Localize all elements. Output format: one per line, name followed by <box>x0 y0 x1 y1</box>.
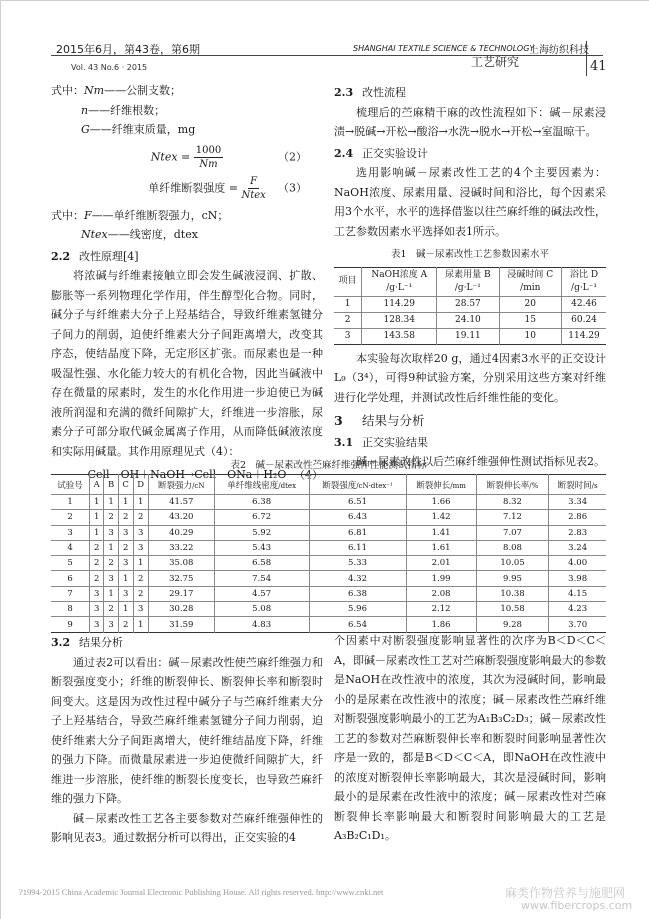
equation-3 <box>51 175 323 202</box>
table-cell: 1.86 <box>406 617 476 632</box>
table-cell: 31.59 <box>148 617 214 632</box>
table-cell: 6.72 <box>214 510 309 525</box>
symbol: F <box>84 208 92 222</box>
table-cell: 8.08 <box>476 540 549 555</box>
table-cell: 1 <box>90 510 104 525</box>
header-unit: /cN <box>192 481 205 490</box>
table-cell: 41.57 <box>148 495 214 510</box>
table-cell: 1 <box>51 495 90 510</box>
table-cell: 4.00 <box>549 556 606 571</box>
header-label: 尿素用量 B <box>445 269 491 280</box>
table-cell: 3.24 <box>549 540 606 555</box>
definition-n <box>51 101 323 121</box>
table-cell: 4 <box>51 540 90 555</box>
table-1-body <box>334 296 606 344</box>
header-unit: /s <box>591 481 598 490</box>
section-title: 改性流程 <box>362 86 406 99</box>
symbol: G <box>81 123 90 136</box>
table-cell: 2.08 <box>406 586 476 601</box>
section-title: 改性原理[4] <box>79 249 139 263</box>
table-cell: 1 <box>90 495 104 510</box>
table-cell: 33.22 <box>148 540 214 555</box>
section-title: 正交实验结果 <box>362 435 428 449</box>
table-cell: 3 <box>133 602 148 617</box>
table-cell: 4.32 <box>309 571 406 586</box>
table-cell: 3 <box>133 540 148 555</box>
numerator: F <box>250 175 258 187</box>
table-cell: 2 <box>118 510 133 525</box>
table-cell: 2.12 <box>406 602 476 617</box>
left-column <box>51 81 323 489</box>
table-row <box>51 602 606 617</box>
left-column-bottom <box>51 631 323 848</box>
table-cell: 9.28 <box>476 617 549 632</box>
table-cell: 143.58 <box>362 328 437 344</box>
table-row <box>51 525 606 540</box>
table-header-cell <box>51 475 90 495</box>
table-cell: 2.86 <box>549 510 606 525</box>
issue-info-en: Vol. 43 No.6 · 2015 <box>71 63 148 72</box>
symbol: Nm <box>84 84 105 97</box>
table-header-cell <box>562 267 606 296</box>
table-cell: 40.29 <box>148 525 214 540</box>
definition-lead: 式中： <box>51 208 84 222</box>
table-cell: 5.43 <box>214 540 309 555</box>
definition-f <box>51 206 323 226</box>
header-label: 断裂时间 <box>557 480 592 491</box>
header-unit: /g·L⁻¹ <box>454 282 481 293</box>
table-cell: 10 <box>499 328 562 344</box>
table-cell: 2 <box>118 617 133 632</box>
table-header-cell <box>499 267 562 296</box>
table-cell: 29.17 <box>148 586 214 601</box>
table-cell: 3 <box>90 617 104 632</box>
right-column <box>334 81 606 472</box>
table-cell: 6.11 <box>309 540 406 555</box>
table-cell: 4.83 <box>214 617 309 632</box>
definition-g <box>51 120 323 140</box>
table-cell: 6.38 <box>309 586 406 601</box>
table-cell: 6.51 <box>309 495 406 510</box>
table-cell: 32.75 <box>148 571 214 586</box>
header-label: 项目 <box>338 276 357 286</box>
header-label: A <box>93 479 100 490</box>
section-number: 3 <box>334 413 343 428</box>
section-title: 结果与分析 <box>362 413 425 428</box>
header-label: 断裂强力 <box>158 480 193 491</box>
header-label: 断裂伸长率 <box>486 480 530 491</box>
table-cell: 1 <box>118 571 133 586</box>
table-row <box>334 312 606 328</box>
section-number: 3.2 <box>51 636 71 649</box>
table-cell: 20 <box>499 296 562 312</box>
table-cell: 1.66 <box>406 495 476 510</box>
paragraph-process: 梳理后的苎麻精干麻的改性流程如下：碱－尿素浸渍→脱碱→开松→酸浴→水洗→脱水→开松→室温晾干。 <box>334 105 606 138</box>
table-row <box>51 495 606 510</box>
paragraph-results: 碱－尿素改性以后苎麻纤维强伸性测试指标见表2。 <box>356 455 605 468</box>
table-cell: 3 <box>90 602 104 617</box>
table-cell: 35.08 <box>148 556 214 571</box>
table-cell: 15 <box>499 312 562 328</box>
table-row <box>334 328 606 344</box>
table-cell: 24.10 <box>437 312 499 328</box>
header-divider <box>586 41 587 76</box>
table-cell: 60.24 <box>562 312 606 328</box>
page-number: 41 <box>590 59 607 74</box>
table-cell: 2.83 <box>549 525 606 540</box>
equation-2 <box>51 144 323 171</box>
table-cell: 6 <box>51 571 90 586</box>
table-header-cell <box>118 475 133 495</box>
definition-lead: 式中： <box>51 84 84 97</box>
section-heading-3 <box>334 411 606 431</box>
table-cell: 6.38 <box>214 495 309 510</box>
journal-title-en: SHANGHAI TEXTILE SCIENCE & TECHNOLOGY <box>353 44 535 53</box>
table-cell: 7 <box>51 586 90 601</box>
table-cell: 5.08 <box>214 602 309 617</box>
table-cell: 2 <box>118 540 133 555</box>
copyright-footer: ?1994-2015 China Academic Journal Electronic Publishing House. All rights reserved. http://www.cnki.net <box>19 887 384 897</box>
equation-number: （2） <box>278 150 307 164</box>
table-cell: 1.41 <box>406 525 476 540</box>
table-cell: 2 <box>104 602 118 617</box>
table-cell: 1.99 <box>406 571 476 586</box>
table-2-caption: 表2 碱－尿素改性苎麻纤维强伸性能测试指标 <box>230 460 427 471</box>
header-label: B <box>107 479 115 490</box>
table-cell: 114.29 <box>362 296 437 312</box>
table-cell: 3 <box>51 525 90 540</box>
table-cell: 3 <box>90 586 104 601</box>
table-cell: 9.95 <box>476 571 549 586</box>
paragraph-analysis-2: 碱－尿素改性工艺各主要参数对苎麻纤维强伸性的影响见表3。通过数据分析可以得出，正交实验的4 <box>51 811 323 844</box>
table-2 <box>51 474 606 633</box>
watermark-cn: 麻类作物营养与施肥网 <box>505 886 626 900</box>
header-label: 断裂伸长 <box>416 480 451 491</box>
section-heading-2-4 <box>334 144 606 164</box>
table-cell: 1 <box>133 495 148 510</box>
table-header-cell <box>549 475 606 495</box>
table-cell: 3 <box>104 617 118 632</box>
right-column-bottom <box>334 631 606 846</box>
table-row <box>51 540 606 555</box>
table-header-row <box>51 475 606 495</box>
definition-text: ——单纤维断裂强力，cN； <box>91 208 229 222</box>
table-header-cell <box>437 267 499 296</box>
section-number: 2.2 <box>51 249 71 263</box>
table-cell: 9 <box>51 617 90 632</box>
fraction <box>194 144 223 171</box>
table-cell: 4.57 <box>214 586 309 601</box>
section-heading-3-1 <box>334 433 606 453</box>
paragraph-orthogonal-design: 选用影响碱－尿素改性工艺的4个主要因素为：NaOH浓度、尿素用量、浸碱时间和浴比，每个因素采用3个水平，水平的选择借鉴以往苎麻纤维的碱法改性，工艺参数因素水平选择如表1所示。 <box>334 166 606 238</box>
definition-text: ——纤维根数； <box>88 103 166 117</box>
watermark-url: www.fibercrops.com <box>521 899 633 912</box>
table-row <box>51 586 606 601</box>
table-cell: 2 <box>104 556 118 571</box>
section-number: 2.3 <box>334 86 354 99</box>
table-cell: 5.92 <box>214 525 309 540</box>
section-heading-2-2 <box>51 247 323 267</box>
definition-text: ——纤维束质量，mg <box>89 123 196 136</box>
header-unit: /% <box>529 481 539 490</box>
table-cell: 2 <box>51 510 90 525</box>
header-label: 单纤维线密度 <box>227 480 279 491</box>
table-cell: 3 <box>118 556 133 571</box>
header-unit: /mm <box>450 481 466 490</box>
table-cell: 3.70 <box>549 617 606 632</box>
table-header-cell <box>104 475 118 495</box>
table-header-cell <box>90 475 104 495</box>
section-number: 2.4 <box>334 146 354 160</box>
table-cell: 6.43 <box>309 510 406 525</box>
table-header-cell <box>406 475 476 495</box>
table-cell: 5.96 <box>309 602 406 617</box>
table-cell: 7.07 <box>476 525 549 540</box>
table-cell: 3 <box>118 525 133 540</box>
table-cell: 3 <box>104 525 118 540</box>
table-cell: 3.34 <box>549 495 606 510</box>
definition-text: ——公制支数； <box>104 84 182 97</box>
section-number: 3.1 <box>334 435 354 449</box>
table-row <box>51 617 606 632</box>
table-cell: 6.54 <box>309 617 406 632</box>
header-label: 断裂强度 <box>322 480 357 491</box>
table-row <box>334 296 606 312</box>
table-header-cell <box>133 475 148 495</box>
table-cell: 128.34 <box>362 312 437 328</box>
definition-text: ——线密度，dtex <box>107 228 198 241</box>
table-1 <box>334 267 606 345</box>
table-cell: 1.42 <box>406 510 476 525</box>
table-cell: 2 <box>133 586 148 601</box>
table-cell: 10.05 <box>476 556 549 571</box>
table-cell: 42.46 <box>562 296 606 312</box>
table-cell: 3 <box>104 571 118 586</box>
table-cell: 1 <box>104 495 118 510</box>
section-title: 正交实验设计 <box>362 146 428 160</box>
table-cell: 2 <box>104 510 118 525</box>
definition-ntex <box>51 225 323 245</box>
header-label: NaOH浓度 A <box>371 269 428 280</box>
table-cell: 1 <box>118 495 133 510</box>
table-cell: 3 <box>118 586 133 601</box>
equation-lhs: 单纤维断裂强度 = <box>148 181 238 194</box>
table-cell: 4.15 <box>549 586 606 601</box>
table-cell: 114.29 <box>562 328 606 344</box>
table-cell: 2.01 <box>406 556 476 571</box>
issue-info-cn: 2015年6月，第43卷，第6期 <box>56 43 200 56</box>
header-unit: /g·L⁻¹ <box>386 282 413 293</box>
table-cell: 7.54 <box>214 571 309 586</box>
table-cell: 1 <box>104 586 118 601</box>
table-cell: 1.61 <box>406 540 476 555</box>
header-label: 试验号 <box>57 480 83 491</box>
table-cell: 43.20 <box>148 510 214 525</box>
chemical-equation: Cell－OH＋NaOH→Cell－ONa＋H₂O <box>87 468 287 481</box>
table-header-cell <box>309 475 406 495</box>
header-unit: /g·L⁻¹ <box>571 282 598 293</box>
table-cell: 2 <box>334 312 362 328</box>
table-cell: 28.57 <box>437 296 499 312</box>
section-heading-2-3 <box>334 83 606 103</box>
denominator: Ntex <box>241 189 266 201</box>
section-name: 工艺研究 <box>471 55 520 69</box>
table-header-cell <box>334 267 362 296</box>
table-cell: 1 <box>334 296 362 312</box>
header-label: 浴比 D <box>569 269 599 280</box>
table-cell: 2 <box>133 510 148 525</box>
numerator: 1000 <box>195 144 222 156</box>
symbol: n <box>81 103 89 117</box>
table-cell: 19.11 <box>437 328 499 344</box>
table-cell: 5.33 <box>309 556 406 571</box>
table-cell: 6.58 <box>214 556 309 571</box>
table-header-cell <box>362 267 437 296</box>
table-cell: 10.38 <box>476 586 549 601</box>
table-header-cell <box>476 475 549 495</box>
table-cell: 1 <box>90 525 104 540</box>
table-2-body <box>51 495 606 633</box>
table-cell: 3.98 <box>549 571 606 586</box>
table-row <box>51 556 606 571</box>
header-label: C <box>122 479 129 490</box>
header-unit: /min <box>520 282 541 293</box>
table-cell: 4.23 <box>549 602 606 617</box>
table-cell: 30.28 <box>148 602 214 617</box>
table-cell: 1 <box>104 540 118 555</box>
fraction <box>241 175 265 202</box>
symbol: Ntex <box>81 228 108 241</box>
paragraph-modification-principle: 将浓碱与纤维素接触立即会发生碱液浸润、扩散、膨胀等一系列物理化学作用，伴生醇型化合物。同时，碱分子与纤维素大分子上羟基结合，导致纤维素氢键分子间力的削弱，迫使纤维素大分子间距离增大，改变其序态，使结晶度下降，无定形区扩张。而尿素也是一种吸湿性强、水化能力较大的有机化合物，因此当碱液中存在微量的尿素时，发生的水化作用进一步迫使已为碱液所润湿和充满的微纤间隙扩大，纤维进一步溶胀，尿素分子可部分取代碱金属离子作用，从而降低碱液浓度和实际用碱量。其作用原理见式（4）： <box>51 269 323 458</box>
journal-title-cn: 上海纺织科技 <box>529 45 589 56</box>
table-cell: 8 <box>51 602 90 617</box>
table-1-caption: 表1 碱－尿素改性工艺参数因素水平 <box>390 249 550 260</box>
table-cell: 1 <box>118 602 133 617</box>
table-cell: 2 <box>90 571 104 586</box>
header-label: D <box>137 479 145 490</box>
table-row <box>51 510 606 525</box>
table-cell: 3 <box>133 525 148 540</box>
table-header-cell <box>148 475 214 495</box>
table-cell: 8.32 <box>476 495 549 510</box>
table-row <box>51 571 606 586</box>
definition-nm <box>51 81 323 101</box>
table-cell: 5 <box>51 556 90 571</box>
table-cell: 2 <box>90 556 104 571</box>
table-cell: 1 <box>133 617 148 632</box>
section-title: 结果分析 <box>79 636 123 649</box>
equation-lhs: Ntex = <box>150 150 191 163</box>
paragraph-sampling: 本实验每次取样20 g，通过4因素3水平的正交设计L₉（3⁴），可得9种试验方案，分别采用这些方案对纤维进行化学处理，并测试改性后纤维性能的变化。 <box>334 351 606 404</box>
table-header-cell <box>214 475 309 495</box>
table-header-row <box>334 267 606 296</box>
header-unit: /cN·dtex⁻¹ <box>356 481 393 490</box>
equation-number: （3） <box>278 181 307 195</box>
table-cell: 1 <box>133 556 148 571</box>
header-rule <box>51 55 603 56</box>
header-unit: /dtex <box>278 481 297 490</box>
denominator: Nm <box>199 158 218 170</box>
table-cell: 7.12 <box>476 510 549 525</box>
table-cell: 2 <box>90 540 104 555</box>
table-cell: 3 <box>334 328 362 344</box>
table-cell: 6.81 <box>309 525 406 540</box>
paragraph-analysis-1: 通过表2可以看出：碱－尿素改性使苎麻纤维强力和断裂强度变小；纤维的断裂伸长、断裂伸长率和断裂时间变大。这是因为改性过程中碱分子与苎麻纤维素大分子上羟基结合，导致苎麻纤维素氢键分子间力削弱，迫使纤维素大分子间距离增大，使纤维结晶度下降，纤维的强力下降。而微量尿素进一步迫使微纤间隙扩大，纤维进一步溶胀，使纤维的断裂长度变长，也导致苎麻纤维的强力下降。 <box>51 655 323 805</box>
section-heading-3-2 <box>51 633 323 653</box>
table-cell: 10.58 <box>476 602 549 617</box>
table-cell: 2 <box>133 571 148 586</box>
equation-number: （4） <box>294 468 323 481</box>
table-2-container <box>51 457 606 633</box>
paragraph-analysis-3: 个因素中对断裂强度影响显著性的次序为B＜D＜C＜A，即碱－尿素改性工艺对苎麻断裂强度影响最大的参数是NaOH在改性液中的浓度，其次为浸碱时间，影响最小的是尿素在改性液中的浓度；碱－尿素改性苎麻纤维对断裂强度影响最小的工艺为A₁B₃C₂D₃；碱－尿素改性工艺的参数对苎麻断裂伸长率和断裂时间影响显著性次序是一致的，都是B＜D＜C＜A，即NaOH在改性液中的浓度对断裂伸长率影响最大，其次是浸碱时间，影响最小的是尿素在改性液中的浓度；碱－尿素改性对苎麻断裂伸长率影响最大和断裂时间影响最大的工艺是A₃B₂C₁D₁。 <box>334 634 606 842</box>
header-label: 浸碱时间 C <box>507 269 554 280</box>
